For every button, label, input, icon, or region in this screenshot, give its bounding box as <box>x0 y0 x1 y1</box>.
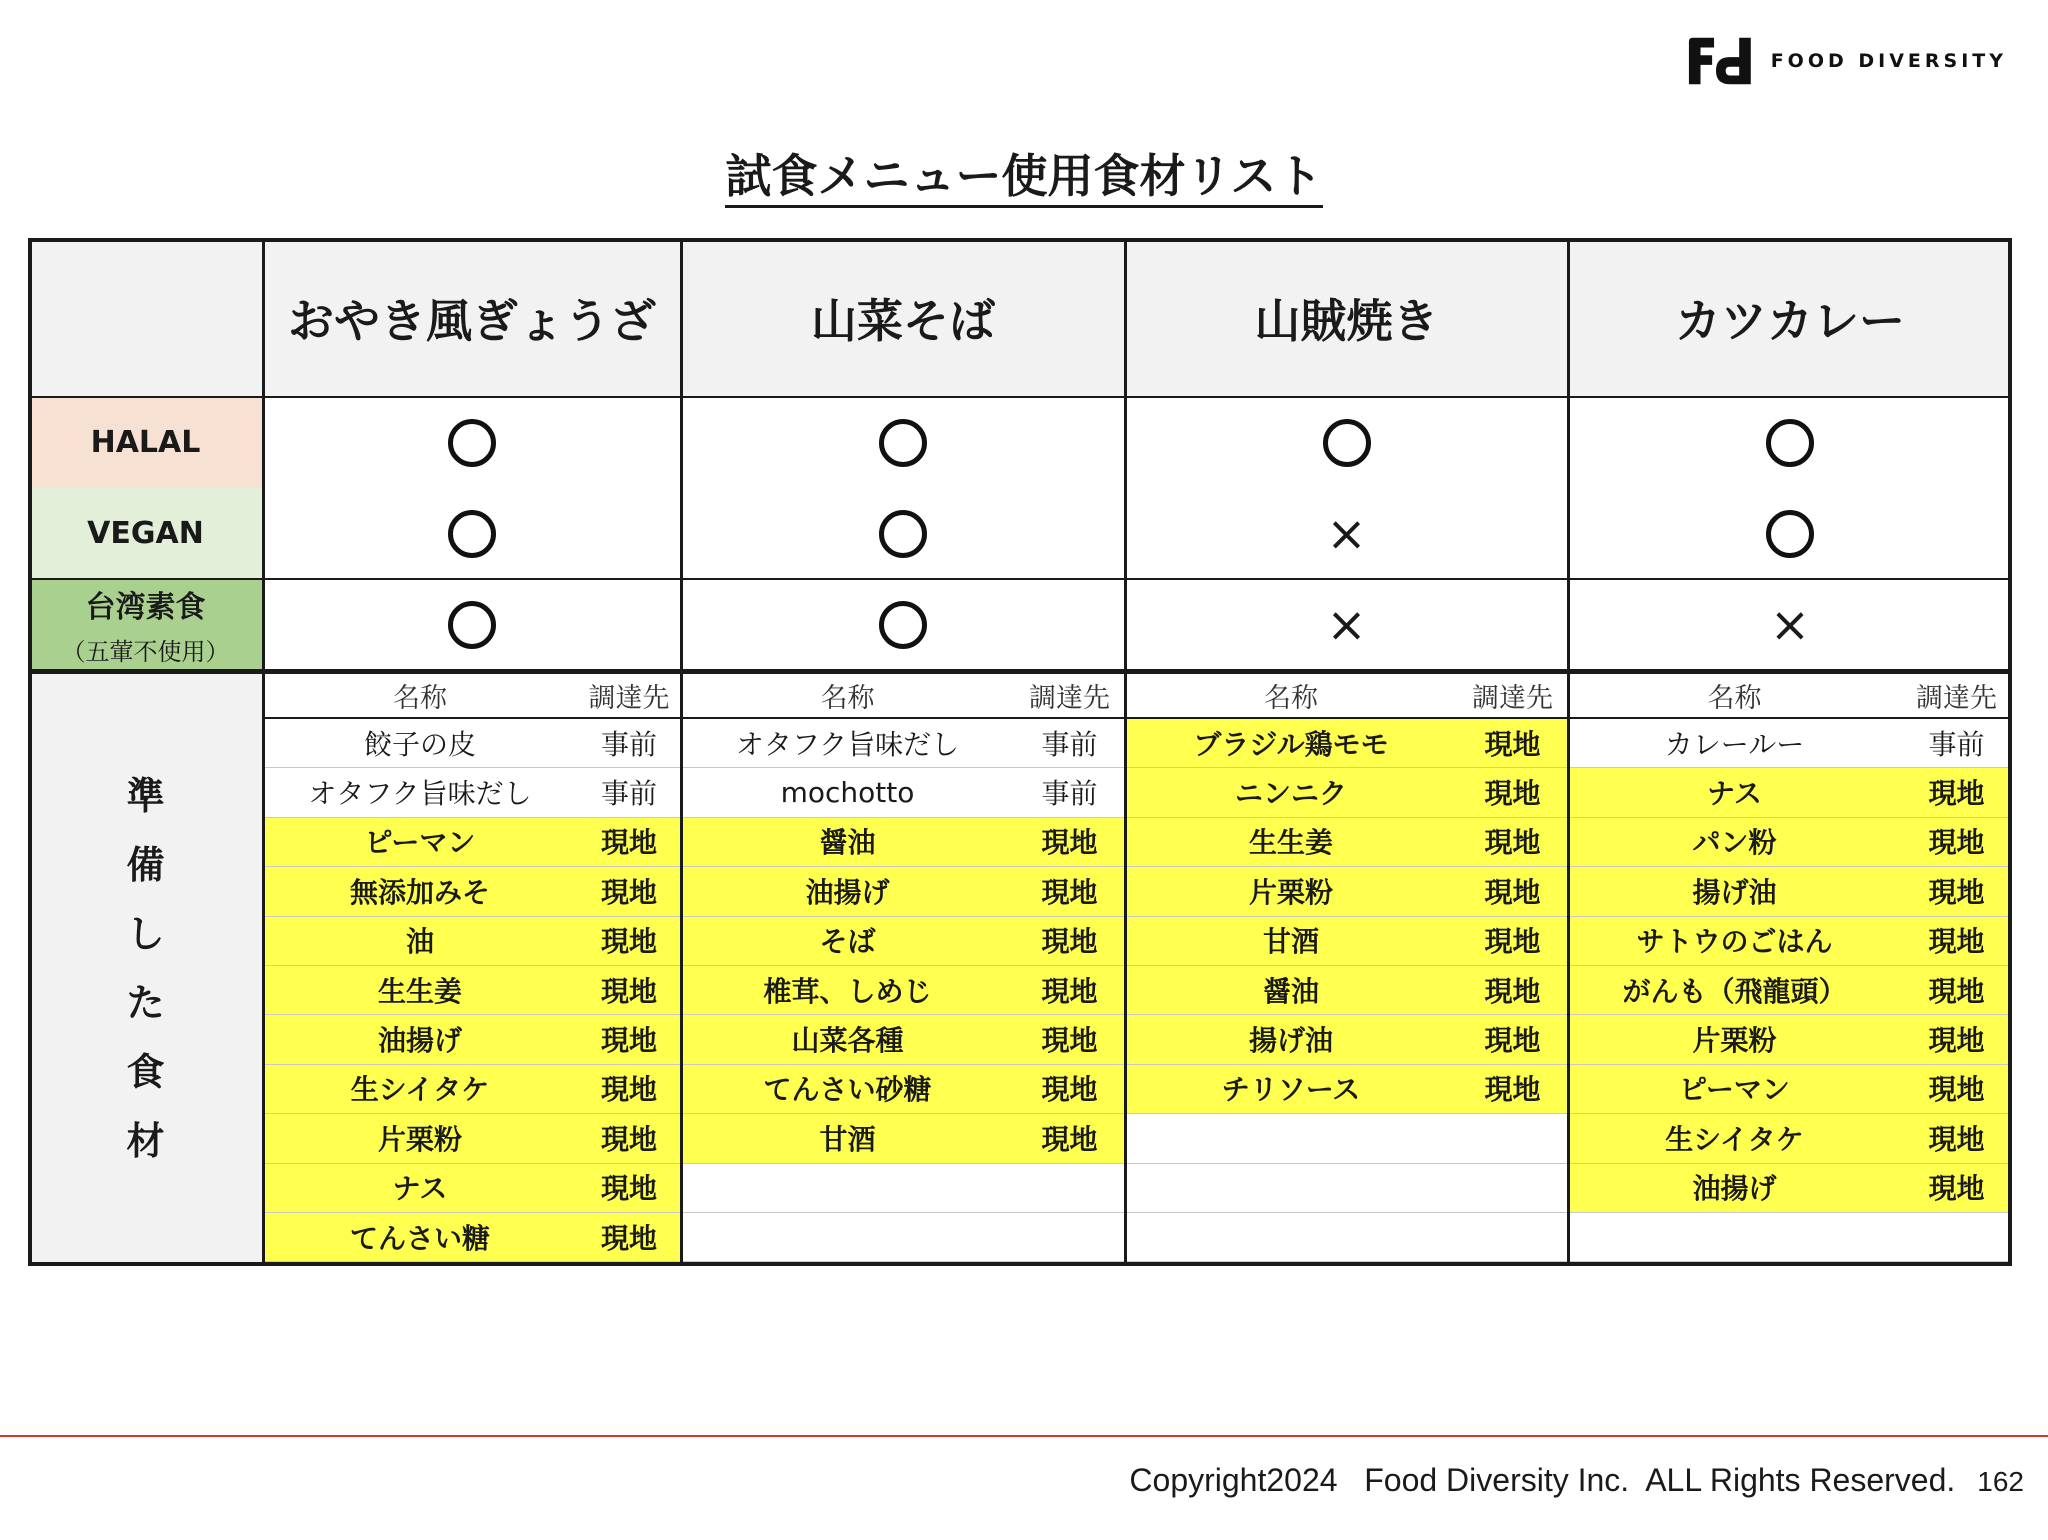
section-label-char: 準 <box>126 774 165 818</box>
diet-mark-3-1 <box>263 579 681 670</box>
grid-line <box>28 238 32 1266</box>
col-header-source: 調達先 <box>1472 682 1553 714</box>
row-separator <box>1568 965 2012 966</box>
footer <box>1129 1462 2024 1499</box>
ingredient-name: 甘酒 <box>681 1113 1014 1162</box>
ingredient-name: てんさい糖 <box>263 1212 577 1261</box>
circle-mark-icon <box>1323 419 1371 467</box>
diet-mark-1-3 <box>1125 397 1568 488</box>
row-separator <box>681 916 1125 917</box>
diet-mark-2-1 <box>263 488 681 579</box>
section-label-char: 食 <box>126 1050 165 1094</box>
ingredient-source: 現地 <box>1014 916 1125 965</box>
diet-label-halal <box>28 397 263 488</box>
grid-line <box>28 670 2012 674</box>
diet-label-subtext: （五葷不使用） <box>61 638 230 666</box>
row-separator <box>681 1212 1125 1213</box>
ingredient-name: 醤油 <box>1125 965 1457 1014</box>
ingredient-name: がんも（飛龍頭） <box>1568 965 1901 1014</box>
ingredient-source: 現地 <box>1457 916 1568 965</box>
row-separator <box>263 1212 681 1213</box>
row-separator <box>1125 965 1568 966</box>
row-separator <box>1125 916 1568 917</box>
ingredient-name: オタフク旨味だし <box>308 777 532 811</box>
ingredient-source: 現地 <box>1901 1064 2012 1113</box>
ingredient-source: 現地 <box>1901 1014 2012 1063</box>
ingredient-source: 現地 <box>1901 1163 2012 1212</box>
page-number: 162 <box>1977 1466 2024 1497</box>
grid-line <box>262 238 265 1266</box>
ingredient-name: そば <box>681 916 1014 965</box>
row-separator <box>681 1064 1125 1065</box>
circle-mark-icon <box>1766 510 1814 558</box>
copyright-text: Copyright2024 Food Diversity Inc. ALL Rights Reserved. <box>1129 1462 1956 1498</box>
brand-name: FOOD DIVERSITY <box>1770 50 2007 72</box>
diet-label-text: VEGAN <box>87 516 204 551</box>
col-header-source: 調達先 <box>1029 682 1110 714</box>
col-header-name: 名称 <box>820 682 875 714</box>
corner-cell <box>28 238 263 397</box>
ingredient-name: 生生姜 <box>263 965 577 1014</box>
ingredient-source: 現地 <box>577 1014 681 1063</box>
ingredient-source: 現地 <box>577 1064 681 1113</box>
grid-line <box>680 238 683 1266</box>
menu-header-2: 山菜そば <box>681 238 1125 397</box>
ingredient-source: 現地 <box>1901 916 2012 965</box>
grid-line <box>263 717 2012 719</box>
row-separator <box>1568 916 2012 917</box>
ingredient-name: カレールー <box>1664 727 1805 761</box>
ingredient-name: チリソース <box>1125 1064 1457 1113</box>
ingredient-name: 油揚げ <box>681 866 1014 915</box>
row-separator <box>1125 817 1568 818</box>
ingredient-name: ピーマン <box>1568 1064 1901 1113</box>
grid-line <box>28 238 2012 242</box>
row-separator <box>681 767 1125 768</box>
grid-line <box>1124 238 1127 1266</box>
grid-line <box>28 1262 2012 1266</box>
ingredient-source: 現地 <box>1014 1064 1125 1113</box>
row-separator <box>1125 767 1568 768</box>
ingredient-name: 椎茸、しめじ <box>681 965 1014 1014</box>
row-separator <box>263 866 681 867</box>
ingredient-name: 無添加みそ <box>263 866 577 915</box>
row-separator <box>1568 1212 2012 1213</box>
ingredient-name: 油揚げ <box>1568 1163 1901 1212</box>
ingredient-source: 現地 <box>1901 1113 2012 1162</box>
ingredient-name: 油揚げ <box>263 1014 577 1063</box>
row-separator <box>1568 767 2012 768</box>
ingredient-name: 揚げ油 <box>1568 866 1901 915</box>
ingredient-source: 現地 <box>1457 767 1568 816</box>
row-separator <box>1125 1014 1568 1015</box>
ingredient-name: パン粉 <box>1568 817 1901 866</box>
ingredient-source: 現地 <box>1901 767 2012 816</box>
row-separator <box>263 965 681 966</box>
ingredient-name: 醤油 <box>681 817 1014 866</box>
circle-mark-icon <box>448 601 496 649</box>
ingredients-section-label <box>28 672 263 1266</box>
row-separator <box>1568 1163 2012 1164</box>
page-title: 試食メニュー使用食材リスト <box>0 140 2048 206</box>
ingredient-source: 事前 <box>600 777 657 811</box>
ingredient-source: 現地 <box>1901 817 2012 866</box>
row-separator <box>263 817 681 818</box>
section-label-char: し <box>126 912 165 956</box>
ingredient-source: 現地 <box>577 1163 681 1212</box>
grid-line <box>28 396 2012 398</box>
diet-mark-2-3: × <box>1326 505 1367 562</box>
footer-divider <box>0 1435 2048 1437</box>
ingredient-source: 現地 <box>577 866 681 915</box>
ingredient-source: 現地 <box>1014 965 1125 1014</box>
ingredient-source: 現地 <box>577 916 681 965</box>
ingredient-source: 現地 <box>1457 965 1568 1014</box>
ingredient-source: 現地 <box>1901 965 2012 1014</box>
ingredient-source: 現地 <box>1014 866 1125 915</box>
ingredient-table <box>28 238 2012 1266</box>
row-separator <box>1568 1113 2012 1114</box>
ingredient-name: 生生姜 <box>1125 817 1457 866</box>
row-separator <box>681 1113 1125 1114</box>
row-separator <box>1125 1163 1568 1164</box>
ingredient-name: 片栗粉 <box>1125 866 1457 915</box>
ingredient-source: 現地 <box>577 965 681 1014</box>
ingredient-source: 現地 <box>1014 817 1125 866</box>
ingredient-name: mochotto <box>780 775 915 809</box>
diet-mark-1-1 <box>263 397 681 488</box>
row-separator <box>263 916 681 917</box>
ingredient-source: 現地 <box>1457 1064 1568 1113</box>
diet-mark-2-2 <box>681 488 1125 579</box>
diet-label-text: HALAL <box>90 425 201 460</box>
ingredient-name: 揚げ油 <box>1125 1014 1457 1063</box>
ingredient-source: 事前 <box>1928 727 1985 761</box>
diet-label-台湾素食 <box>28 579 263 670</box>
col-header-name: 名称 <box>393 682 447 714</box>
row-separator <box>681 817 1125 818</box>
ingredient-name: 片栗粉 <box>263 1113 577 1162</box>
ingredient-name: 生シイタケ <box>1568 1113 1901 1162</box>
diet-mark-3-3: × <box>1326 596 1367 653</box>
section-label-char: た <box>126 981 165 1025</box>
diet-mark-3-2 <box>681 579 1125 670</box>
row-separator <box>263 1163 681 1164</box>
ingredient-name: 山菜各種 <box>681 1014 1014 1063</box>
menu-header-3: 山賊焼き <box>1125 238 1568 397</box>
section-label-char: 材 <box>126 1119 165 1163</box>
ingredient-source: 事前 <box>1041 727 1098 761</box>
ingredient-source: 現地 <box>1457 866 1568 915</box>
menu-header-1: おやき風ぎょうざ <box>263 238 681 397</box>
row-separator <box>1568 1064 2012 1065</box>
row-separator <box>263 1113 681 1114</box>
diet-mark-1-4 <box>1568 397 2012 488</box>
ingredient-name: ナス <box>263 1163 577 1212</box>
ingredient-source: 現地 <box>1014 1113 1125 1162</box>
row-separator <box>681 1163 1125 1164</box>
diet-mark-1-2 <box>681 397 1125 488</box>
ingredient-source: 現地 <box>1457 718 1568 767</box>
ingredient-source: 事前 <box>1041 777 1098 811</box>
ingredient-source: 現地 <box>1457 1014 1568 1063</box>
ingredient-source: 現地 <box>577 1212 681 1261</box>
ingredient-name: 甘酒 <box>1125 916 1457 965</box>
diet-mark-2-4 <box>1568 488 2012 579</box>
row-separator <box>263 767 681 768</box>
circle-mark-icon <box>879 601 927 649</box>
row-separator <box>1125 1113 1568 1114</box>
diet-label-text: 台湾素食 <box>85 590 206 625</box>
ingredient-name: ニンニク <box>1125 767 1457 816</box>
ingredient-source: 現地 <box>577 817 681 866</box>
ingredient-name: オタフク旨味だし <box>735 727 960 761</box>
row-separator <box>1568 866 2012 867</box>
col-header-source: 調達先 <box>588 682 670 714</box>
row-separator <box>1568 817 2012 818</box>
row-separator <box>681 965 1125 966</box>
grid-line <box>1567 238 1570 1266</box>
col-header-name: 名称 <box>1707 682 1762 714</box>
ingredient-source: 現地 <box>1457 817 1568 866</box>
circle-mark-icon <box>879 419 927 467</box>
col-header-source: 調達先 <box>1916 682 1997 714</box>
brand-logo <box>1687 31 2007 91</box>
circle-mark-icon <box>448 419 496 467</box>
row-separator <box>681 1014 1125 1015</box>
row-separator <box>681 866 1125 867</box>
fd-logo-icon <box>1687 35 1753 87</box>
ingredient-name: 油 <box>263 916 577 965</box>
row-separator <box>263 1014 681 1015</box>
ingredient-name: 片栗粉 <box>1568 1014 1901 1063</box>
circle-mark-icon <box>879 510 927 558</box>
menu-header-4: カツカレー <box>1568 238 2012 397</box>
ingredient-source: 現地 <box>577 1113 681 1162</box>
row-separator <box>1125 1212 1568 1213</box>
ingredient-source: 現地 <box>1014 1014 1125 1063</box>
ingredient-source: 事前 <box>600 727 657 761</box>
diet-mark-3-4: × <box>1769 596 1811 653</box>
section-label-char: 備 <box>126 843 165 887</box>
circle-mark-icon <box>448 510 496 558</box>
grid-line <box>28 578 2012 580</box>
row-separator <box>1568 1014 2012 1015</box>
ingredient-name: ピーマン <box>263 817 577 866</box>
ingredient-source: 現地 <box>1901 866 2012 915</box>
ingredient-name: サトウのごはん <box>1568 916 1901 965</box>
row-separator <box>263 1064 681 1065</box>
grid-line <box>2008 238 2012 1266</box>
row-separator <box>1125 866 1568 867</box>
circle-mark-icon <box>1766 419 1814 467</box>
col-header-name: 名称 <box>1264 682 1318 714</box>
ingredient-name: ブラジル鶏モモ <box>1125 718 1457 767</box>
diet-label-vegan <box>28 488 263 579</box>
ingredient-name: 生シイタケ <box>263 1064 577 1113</box>
ingredient-name: てんさい砂糖 <box>681 1064 1014 1113</box>
row-separator <box>1125 1064 1568 1065</box>
ingredient-name: ナス <box>1568 767 1901 816</box>
ingredient-name: 餃子の皮 <box>363 727 476 761</box>
